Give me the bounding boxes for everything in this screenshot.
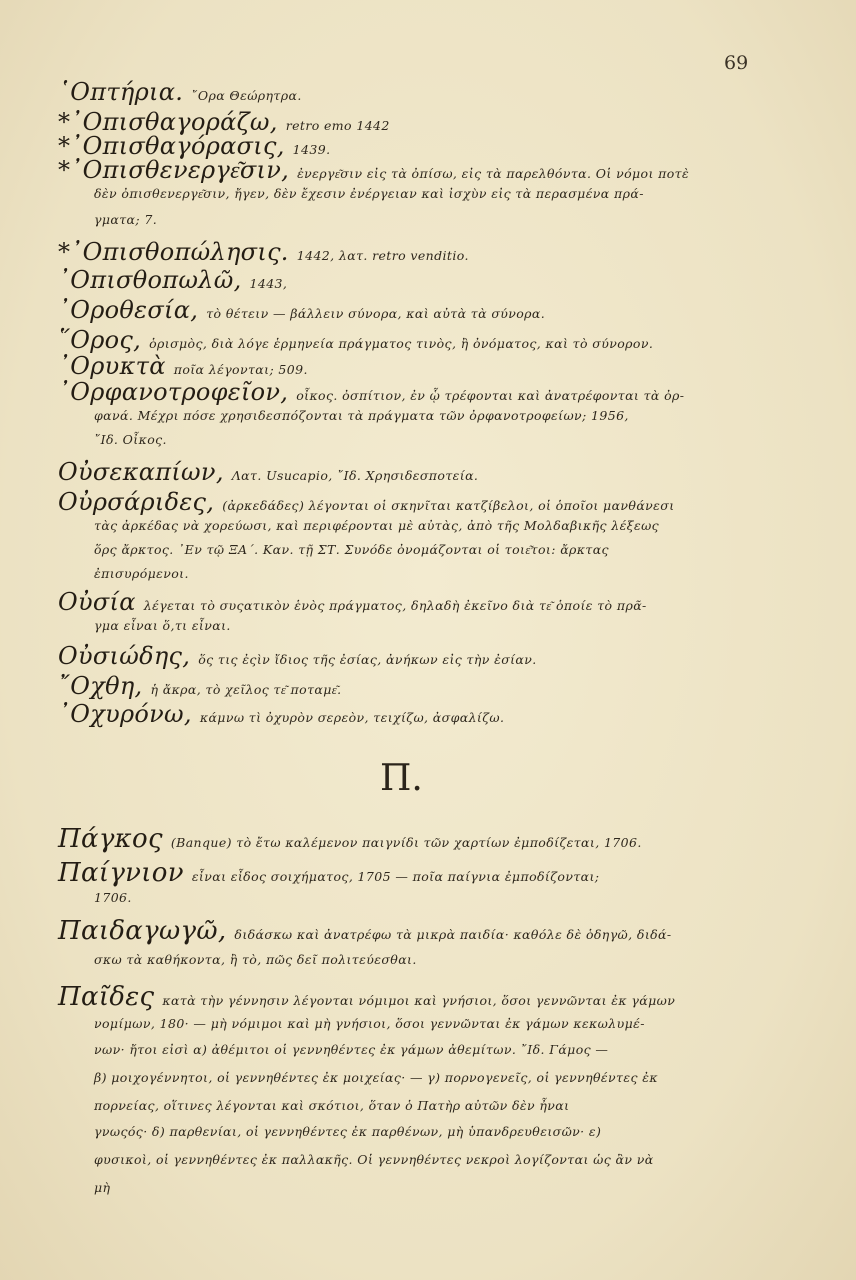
dictionary-entry bbox=[58, 268, 778, 298]
entry-text: (ἀρκεδάδες) λέγονται οἱ σκηνῖται κατζίβελοι, οἱ ὁποῖοι μανθάνεσι bbox=[222, 498, 675, 513]
entry-text-continuation: σκω τὰ καθήκοντα, ἢ τὸ, πῶς δεῖ πολιτεύεσθαι. bbox=[94, 952, 417, 967]
entry-headword: ᾿Ορυκτὰ bbox=[58, 352, 166, 380]
entry-headword: Πάγκος bbox=[58, 824, 163, 854]
entry-headword: ᾿Ορφανοτροφεῖον, bbox=[58, 378, 289, 406]
dictionary-entry bbox=[58, 298, 778, 328]
dictionary-entry bbox=[58, 590, 778, 644]
entry-text-continuation: μὴ bbox=[94, 1180, 111, 1195]
entries-pi bbox=[58, 826, 783, 1206]
dictionary-entry bbox=[58, 644, 778, 674]
entry-text: ὁρισμὸς, διὰ λόγε ἑρμηνεία πράγματος τινὸς, ἢ ὀνόματος, καὶ τὸ σύνορον. bbox=[149, 336, 654, 351]
section-letter: Π. bbox=[380, 758, 423, 799]
entry-text-continuation: φυσικοὶ, οἱ γεννηθέντες ἐκ παλλακῆς. Οἱ γεννηθέντες νεκροὶ λογίζονται ὡς ἂν νὰ bbox=[94, 1152, 654, 1167]
entry-headword: Οὐρσάριδες, bbox=[58, 488, 215, 516]
entry-text: ῎Ορα Θεώρητρα. bbox=[191, 88, 302, 103]
entry-text-continuation: ῎Ιδ. Οἶκος. bbox=[94, 432, 167, 447]
entry-headword: Παιδαγωγῶ, bbox=[58, 916, 227, 946]
dictionary-entry bbox=[58, 860, 783, 918]
dictionary-entry bbox=[58, 134, 778, 158]
entry-headword: *᾿Οπισθαγόρασις, bbox=[58, 132, 285, 160]
dictionary-entry bbox=[58, 984, 783, 1206]
entry-headword: Παῖδες bbox=[58, 982, 155, 1012]
entry-text: Λατ. Usucapio, ῎Ιδ. Χρησιδεσποτεία. bbox=[231, 468, 479, 483]
entry-text: εἶναι εἶδος σοιχήματος, 1705 — ποῖα παίγνια ἐμποδίζονται; bbox=[191, 869, 600, 884]
entry-headword: ῞Ορος, bbox=[58, 326, 142, 354]
dictionary-entry bbox=[58, 674, 778, 702]
dictionary-entry bbox=[58, 380, 778, 460]
entry-headword: ῎Οχθη, bbox=[58, 672, 143, 700]
entry-text: (Banque) τὸ ἔτω καλέμενον παιγνίδι τῶν χαρτίων ἐμποδίζεται, 1706. bbox=[170, 835, 642, 850]
dictionary-entry bbox=[58, 240, 778, 268]
dictionary-entry bbox=[58, 918, 783, 984]
entry-headword: ᾿Οπισθοπωλῶ, bbox=[58, 266, 242, 294]
entry-text-continuation: δὲν ὀπισθενεργε͂σιν, ἤγεν, δὲν ἔχεσιν ἐνέργειαν καὶ ἰσχὺν εἰς τὰ περασμένα πρά- bbox=[94, 186, 644, 201]
entry-text: ὅς τις ἐςὶν ἴδιος τῆς ἐσίας, ἀνήκων εἰς τὴν ἐσίαν. bbox=[198, 652, 537, 667]
entry-headword: Οὐσία bbox=[58, 588, 136, 616]
dictionary-entry bbox=[58, 460, 778, 490]
entry-text: λέγεται τὸ συςατικὸν ἑνὸς πράγματος, δηλαδὴ ἐκεῖνο διὰ τε͂ ὁποίε τὸ πρᾶ- bbox=[143, 598, 647, 613]
entry-text: ἐνεργε͂σιν εἰς τὰ ὀπίσω, εἰς τὰ παρελθόντα. Οἱ νόμοι ποτὲ bbox=[297, 166, 690, 181]
entry-headword: *᾿Οπισθαγοράζω, bbox=[58, 108, 278, 136]
entry-text-continuation: τὰς ἀρκέδας νὰ χορεύωσι, καὶ περιφέρονται μὲ αὐτὰς, ἀπὸ τῆς Μολδαβικῆς λέξεως bbox=[94, 518, 660, 533]
entry-headword: Παίγνιον bbox=[58, 858, 184, 888]
entry-text: 1443, bbox=[249, 276, 288, 291]
entry-text-continuation: γνωςός· δ) παρθενίαι, οἱ γεννηθέντες ἐκ παρθένων, μὴ ὑπανδρευθεισῶν· ε) bbox=[94, 1124, 602, 1139]
entries-omicron bbox=[58, 80, 778, 732]
dictionary-entry bbox=[58, 80, 778, 110]
entry-text: retro emo 1442 bbox=[285, 118, 390, 133]
entry-text-continuation: νων· ἤτοι εἰσὶ α) ἀθέμιτοι οἱ γεννηθέντες ἐκ γάμων ἀθεμίτων. ῎Ιδ. Γάμος — bbox=[94, 1042, 609, 1057]
entry-text: 1439. bbox=[292, 142, 331, 157]
page-number: 69 bbox=[724, 52, 749, 74]
entry-text-continuation: 1706. bbox=[94, 890, 132, 905]
entry-headword: Οὐσεκαπίων, bbox=[58, 458, 224, 486]
entry-text-continuation: φανά. Μέχρι πόσε χρησιδεσπόζονται τὰ πράγματα τῶν ὀρφανοτροφείων; 1956, bbox=[94, 408, 629, 423]
entry-text: κάμνω τὶ ὀχυρὸν σερεὸν, τειχίζω, ἀσφαλίζω. bbox=[199, 710, 505, 725]
dictionary-entry bbox=[58, 354, 778, 380]
entry-text: ποῖα λέγονται; 509. bbox=[173, 362, 308, 377]
entry-text-continuation: β) μοιχογέννητοι, οἱ γεννηθέντες ἐκ μοιχείας· — γ) πορνογενεῖς, οἱ γεννηθέντες ἐκ bbox=[94, 1070, 658, 1085]
entry-headword: *᾿Οπισθοπώλησις. bbox=[58, 238, 289, 266]
entry-headword: Οὐσιώδης, bbox=[58, 642, 191, 670]
entry-text: διδάσκω καὶ ἀνατρέφω τὰ μικρὰ παιδία· καθόλε δὲ ὁδηγῶ, διδά- bbox=[234, 927, 672, 942]
dictionary-entry bbox=[58, 328, 778, 354]
entry-text: ἡ ἄκρα, τὸ χεῖλος τε͂ ποταμε͂. bbox=[150, 682, 342, 697]
entry-text: οἶκος. ὀσπίτιον, ἐν ᾧ τρέφονται καὶ ἀνατρέφονται τὰ ὀρ- bbox=[296, 388, 685, 403]
entry-headword: ῾Οπτήρια. bbox=[58, 78, 184, 106]
entry-headword: ᾿Οροθεσία, bbox=[58, 296, 199, 324]
entry-text-continuation: ὅρς ἄρκτος. ᾿Εν τῷ ΞΑ΄. Καν. τῇ ΣΤ. Συνόδε ὀνομάζονται οἱ τοιε͂τοι: ἄρκτας bbox=[94, 542, 609, 557]
entry-headword: ᾿Οχυρόνω, bbox=[58, 700, 192, 728]
entry-text-continuation: νομίμων, 180· — μὴ νόμιμοι καὶ μὴ γνήσιοι, ὅσοι γεννῶνται ἐκ γάμων κεκωλυμέ- bbox=[94, 1016, 645, 1031]
entry-text-continuation: γματα; 7. bbox=[94, 212, 158, 227]
entry-text-continuation: πορνείας, οἵτινες λέγονται καὶ σκότιοι, ὅταν ὁ Πατὴρ αὐτῶν δὲν ἦναι bbox=[94, 1098, 570, 1113]
entry-text: κατὰ τὴν γέννησιν λέγονται νόμιμοι καὶ γνήσιοι, ὅσοι γεννῶνται ἐκ γάμων bbox=[162, 993, 676, 1008]
dictionary-entry bbox=[58, 826, 783, 860]
dictionary-entry bbox=[58, 490, 778, 590]
entry-headword: *᾿Οπισθενεργε͂σιν, bbox=[58, 156, 290, 184]
entry-text: τὸ θέτειν — βάλλειν σύνορα, καὶ αὐτὰ τὰ σύνορα. bbox=[206, 306, 546, 321]
entry-text: 1442, λατ. retro venditio. bbox=[296, 248, 469, 263]
entry-text-continuation: ἐπισυρόμενοι. bbox=[94, 566, 189, 581]
dictionary-entry bbox=[58, 702, 778, 732]
entry-text-continuation: γμα εἶναι ὅ,τι εἶναι. bbox=[94, 618, 231, 633]
dictionary-entry bbox=[58, 110, 778, 134]
dictionary-entry bbox=[58, 158, 778, 240]
